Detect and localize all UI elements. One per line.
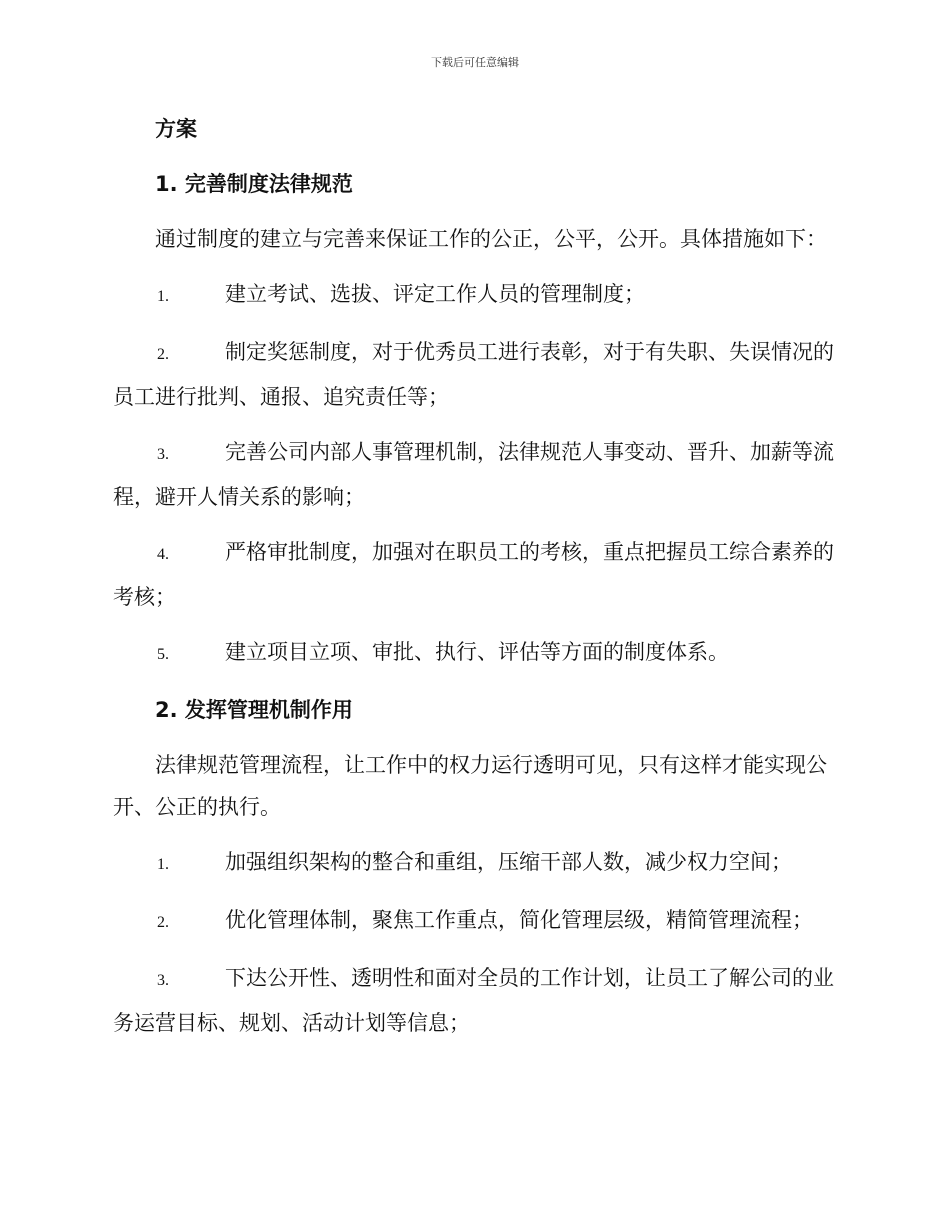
list-item-number: 3. — [157, 446, 169, 463]
list-item — [113, 431, 843, 518]
list-item-text: 建立项目立项、审批、执行、评估等方面的制度体系。 — [225, 640, 729, 664]
header-note: 下载后可任意编辑 — [431, 56, 519, 69]
list-item-number: 4. — [157, 546, 169, 563]
section-intro-1: 通过制度的建立与完善来保证工作的公正，公平，公开。具体措施如下： — [155, 227, 827, 251]
list-item-text: 严格审批制度，加强对在职员工的考核，重点把握员工综合素养的考核； — [113, 540, 834, 609]
list-item-text: 制定奖惩制度，对于优秀员工进行表彰，对于有失职、失误情况的员工进行批判、通报、追究责任等； — [113, 340, 834, 409]
list-item-number: 1. — [157, 288, 169, 305]
list-item-number: 2. — [157, 346, 169, 363]
list-item-text: 完善公司内部人事管理机制，法律规范人事变动、晋升、加薪等流程，避开人情关系的影响； — [113, 440, 834, 509]
list-item-number: 1. — [157, 856, 169, 873]
section-heading-1: 1. 完善制度法律规范 — [155, 172, 353, 196]
list-item-text: 优化管理体制，聚焦工作重点，简化管理层级，精简管理流程； — [225, 908, 813, 932]
list-item — [113, 331, 843, 418]
list-item — [113, 899, 843, 944]
list-item — [113, 957, 843, 1044]
list-item-text: 加强组织架构的整合和重组，压缩干部人数，减少权力空间； — [225, 850, 792, 874]
list-item — [113, 531, 843, 618]
list-item — [113, 631, 843, 676]
list-item-number: 2. — [157, 914, 169, 931]
list-item-text: 建立考试、选拔、评定工作人员的管理制度； — [225, 282, 645, 306]
document-title: 方案 — [155, 117, 197, 141]
section-heading-2: 2. 发挥管理机制作用 — [155, 698, 353, 722]
section-intro-2: 法律规范管理流程，让工作中的权力运行透明可见，只有这样才能实现公开、公正的执行。 — [113, 753, 827, 819]
list-item — [113, 273, 843, 318]
document-body — [113, 108, 843, 1057]
list-item — [113, 841, 843, 886]
list-item-number: 5. — [157, 646, 169, 663]
list-item-text: 下达公开性、透明性和面对全员的工作计划，让员工了解公司的业务运营目标、规划、活动计划等信息； — [113, 966, 834, 1035]
list-item-number: 3. — [157, 972, 169, 989]
